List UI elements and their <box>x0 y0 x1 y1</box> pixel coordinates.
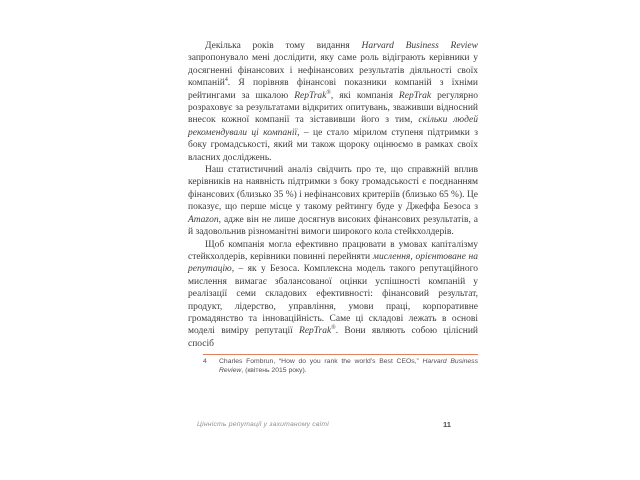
page-number: 11 <box>443 420 452 429</box>
footnote-divider <box>203 354 478 355</box>
paragraph: Щоб компанія могла ефективно працювати в умовах капіталізму стейкхолдерів, керівники повинні перейняти мислення, орієнтоване на репутацію, – як у Безоса. Комплексна модель такого репутаційного мислення вимагає збалансованої оцінки успішності компаній у реалізації семи складових ефективності: фінансовий результат, продукт, лідерство, управління, умови праці, корпоративне громадянство та інноваційність. Саме ці складові лежать в основі моделі виміру репутації RepTrak®. Вони являють собою цілісний спосіб <box>188 239 478 349</box>
running-title: Цінність репутації у захитаному світі <box>197 421 329 428</box>
paragraph: Наш статистичний аналіз свідчить про те, що справжній вплив керівників на наявність підтримки з боку громадськості є поєднанням фінансових (близько 35 %) і нефінансових критеріїв (близько 65 %). Це показує, що перше місце у такому рейтингу буде у Джеффа Безоса з Amazon, адже він не лише досягнув високих фінансових результатів, а й задовольнив різноманітні вимоги широкого кола стейкхолдерів. <box>188 165 478 238</box>
paragraph: Декілька років тому видання Harvard Business Review запропонувало мені дослідити, яку саме роль відіграють керівники у досягненні фінансових і нефінансових результатів діяльності своїх компаній$^4$. Я порівняв фінансові показники компаній з їхніми рейтингами за шкалою RepTrak®, які компанія RepTrak регулярно розраховує за результатами відкритих опитувань, зваживши відносний внесок кожної компанії та зіставивши його з тим, скільки людей рекомендували ці компанії, – це стало мірилом ступеня підтримки з боку громадськості, який ми також щороку оцінюємо в рамках своїх власних досліджень. <box>188 41 478 163</box>
footnote-number: 4 <box>203 358 207 366</box>
page-text-block <box>188 40 478 376</box>
footnote <box>203 358 478 376</box>
footnote-section <box>203 354 478 376</box>
footnote-text: Charles Fombrun, “How do you rank the world’s Best CEOs,” Harvard Business Review, (квітень 2015 року). <box>219 358 478 374</box>
page-footer <box>197 421 478 433</box>
